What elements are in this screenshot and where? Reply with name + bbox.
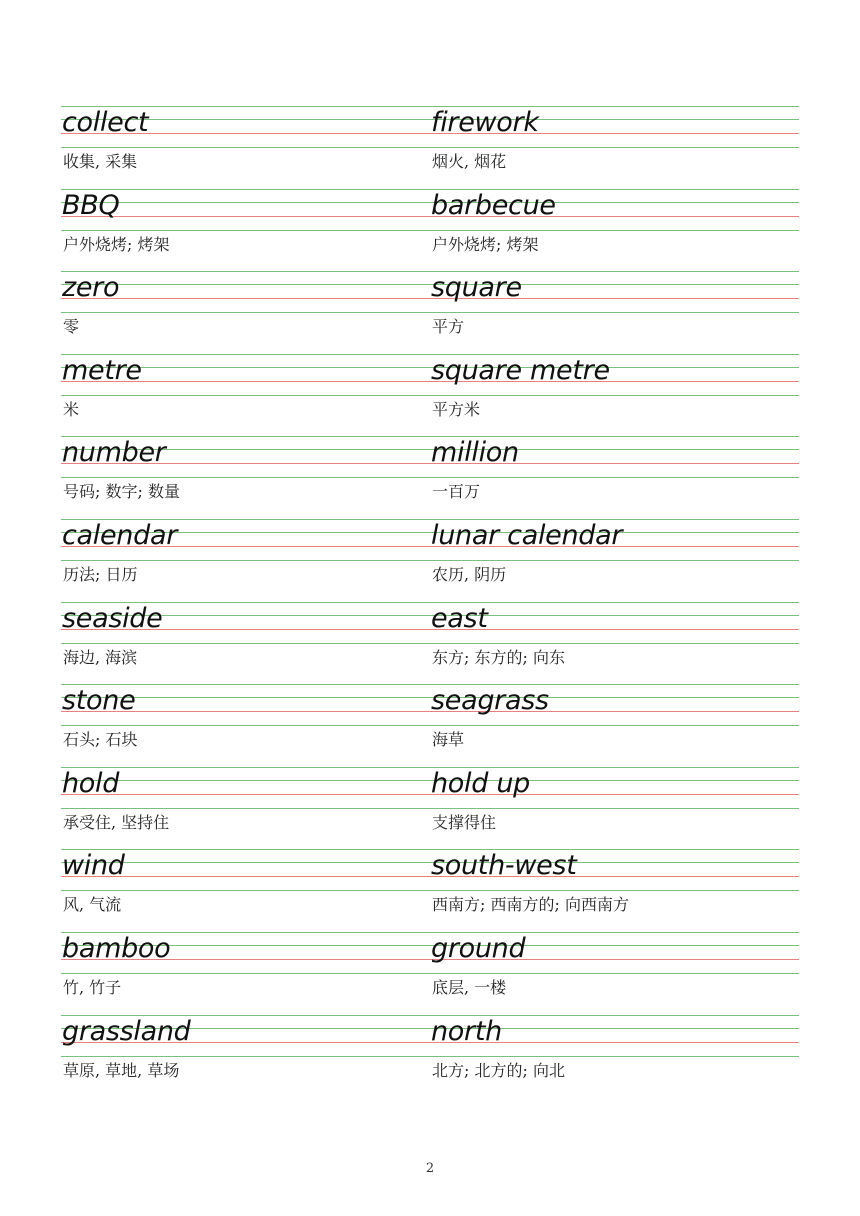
chinese-meaning: 竹, 竹子	[63, 977, 122, 997]
vocab-row	[61, 271, 799, 354]
ruling-line	[61, 147, 430, 148]
english-word: square	[431, 272, 522, 304]
ruling-line	[61, 725, 430, 726]
vocab-entry-right	[430, 849, 799, 932]
chinese-meaning: 收集, 采集	[63, 152, 138, 171]
vocab-entry-left	[61, 932, 430, 1015]
chinese-meaning: 户外烧烤; 烤架	[432, 234, 539, 254]
ruling-line	[61, 230, 430, 231]
vocab-entry-right	[430, 1015, 799, 1098]
vocab-row	[61, 602, 799, 685]
ruling-line	[430, 1056, 799, 1057]
vocab-entry-right	[430, 932, 799, 1015]
english-word: stone	[62, 685, 136, 717]
chinese-meaning: 北方; 北方的; 向北	[432, 1060, 565, 1080]
vocab-entry-right	[430, 767, 799, 850]
vocab-row	[61, 1015, 799, 1098]
vocab-row	[61, 436, 799, 519]
chinese-meaning: 承受住, 坚持住	[63, 812, 170, 832]
chinese-meaning: 烟火, 烟花	[432, 152, 507, 171]
vocab-row	[61, 519, 799, 602]
english-word: barbecue	[431, 189, 556, 221]
ruling-line	[61, 808, 430, 809]
english-word: metre	[62, 354, 142, 386]
page-number: 2	[425, 1161, 435, 1176]
ruling-line	[61, 395, 430, 396]
chinese-meaning: 号码; 数字; 数量	[63, 482, 180, 502]
vocab-entry-left	[61, 602, 430, 685]
chinese-meaning: 一百万	[432, 482, 481, 502]
english-word: wind	[62, 850, 125, 882]
vocab-entry-left	[61, 436, 430, 519]
vocab-entry-right	[430, 436, 799, 519]
chinese-meaning: 平方米	[432, 399, 481, 419]
vocab-row	[61, 932, 799, 1015]
vocab-entry-right	[430, 684, 799, 767]
ruling-line	[430, 312, 799, 313]
chinese-meaning: 户外烧烤; 烤架	[63, 234, 170, 254]
vocab-entry-left	[61, 519, 430, 602]
ruling-line	[61, 312, 430, 313]
vocab-entry-left	[61, 189, 430, 272]
ruling-line	[61, 973, 430, 974]
chinese-meaning: 海边, 海滨	[63, 647, 138, 667]
ruling-line	[430, 395, 799, 396]
english-word: seaside	[62, 602, 163, 634]
vocab-entry-left	[61, 354, 430, 437]
chinese-meaning: 草原, 草地, 草场	[63, 1060, 180, 1080]
english-word: bamboo	[62, 932, 171, 964]
ruling-line	[61, 560, 430, 561]
chinese-meaning: 东方; 东方的; 向东	[432, 647, 565, 667]
ruling-line	[61, 643, 430, 644]
ruling-line	[61, 1056, 430, 1057]
vocab-row	[61, 189, 799, 272]
ruling-line	[430, 560, 799, 561]
english-word: square metre	[431, 354, 610, 386]
vocab-row	[61, 106, 799, 189]
ruling-line	[430, 725, 799, 726]
english-word: north	[431, 1015, 502, 1047]
english-word: hold up	[431, 767, 531, 799]
ruling-line	[430, 643, 799, 644]
english-word: lunar calendar	[431, 519, 623, 551]
vocabulary-table	[61, 106, 799, 1097]
vocab-entry-right	[430, 189, 799, 272]
ruling-line	[430, 890, 799, 891]
ruling-line	[430, 808, 799, 809]
vocab-entry-right	[430, 106, 799, 189]
vocab-entry-right	[430, 602, 799, 685]
english-word: south-west	[431, 850, 577, 882]
chinese-meaning: 石头; 石块	[63, 730, 138, 750]
chinese-meaning: 历法; 日历	[63, 564, 138, 584]
vocab-entry-right	[430, 271, 799, 354]
vocab-entry-left	[61, 684, 430, 767]
ruling-line	[61, 477, 430, 478]
chinese-meaning: 底层, 一楼	[432, 977, 507, 997]
chinese-meaning: 零	[63, 317, 80, 337]
ruling-line	[61, 890, 430, 891]
ruling-line	[430, 147, 799, 148]
vocab-row	[61, 767, 799, 850]
english-word: seagrass	[431, 685, 549, 717]
chinese-meaning: 风, 气流	[63, 895, 122, 915]
english-word: BBQ	[62, 189, 120, 221]
vocab-row	[61, 849, 799, 932]
english-word: ground	[431, 932, 526, 964]
vocab-entry-left	[61, 767, 430, 850]
chinese-meaning: 支撑得住	[432, 812, 497, 832]
vocab-row	[61, 684, 799, 767]
english-word: hold	[62, 767, 120, 799]
ruling-line	[430, 477, 799, 478]
english-word: grassland	[62, 1015, 191, 1047]
ruling-line	[430, 973, 799, 974]
english-word: east	[431, 602, 488, 634]
chinese-meaning: 海草	[432, 730, 465, 750]
vocab-entry-left	[61, 1015, 430, 1098]
chinese-meaning: 农历, 阴历	[432, 564, 507, 584]
english-word: collect	[62, 107, 149, 138]
chinese-meaning: 西南方; 西南方的; 向西南方	[432, 895, 629, 915]
vocab-entry-left	[61, 106, 430, 189]
vocab-entry-left	[61, 271, 430, 354]
vocab-row	[61, 354, 799, 437]
english-word: million	[431, 437, 519, 469]
chinese-meaning: 米	[63, 399, 80, 419]
vocab-entry-right	[430, 354, 799, 437]
english-word: calendar	[62, 519, 177, 551]
english-word: number	[62, 437, 166, 469]
english-word: firework	[431, 107, 539, 138]
english-word: zero	[62, 272, 120, 304]
vocab-entry-left	[61, 849, 430, 932]
vocab-entry-right	[430, 519, 799, 602]
chinese-meaning: 平方	[432, 317, 465, 337]
ruling-line	[430, 230, 799, 231]
